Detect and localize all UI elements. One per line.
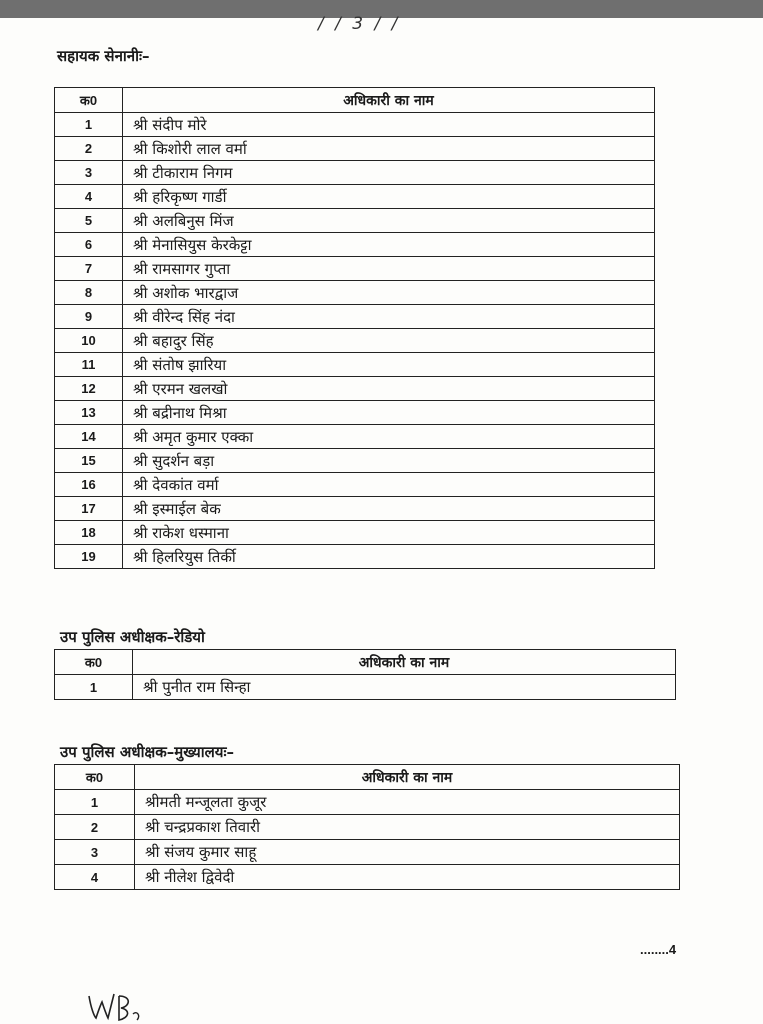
- officer-name: श्री संतोष झारिया: [123, 353, 655, 377]
- table-assistant-commandant: [54, 87, 655, 569]
- serial-number: 13: [55, 401, 123, 425]
- table-row: [55, 113, 655, 137]
- officer-name: श्री अमृत कुमार एक्का: [123, 425, 655, 449]
- officer-name: श्री रामसागर गुप्ता: [123, 257, 655, 281]
- officer-name: श्री राकेश धस्माना: [123, 521, 655, 545]
- table-row: [55, 233, 655, 257]
- serial-number: 15: [55, 449, 123, 473]
- table-row: [55, 257, 655, 281]
- table-dsp-headquarters: [54, 764, 680, 890]
- serial-number: 16: [55, 473, 123, 497]
- serial-number: 1: [55, 675, 133, 700]
- serial-number: 9: [55, 305, 123, 329]
- table-header-row: [55, 88, 655, 113]
- officer-name: श्री हरिकृष्ण गार्डी: [123, 185, 655, 209]
- serial-number: 10: [55, 329, 123, 353]
- officer-name: श्री टीकाराम निगम: [123, 161, 655, 185]
- serial-number: 17: [55, 497, 123, 521]
- officer-name: श्री वीरेन्द सिंह नंदा: [123, 305, 655, 329]
- officer-name: श्री बद्रीनाथ मिश्रा: [123, 401, 655, 425]
- officer-name: श्रीमती मन्जूलता कुजूर: [135, 790, 680, 815]
- serial-number: 4: [55, 185, 123, 209]
- serial-number: 1: [55, 113, 123, 137]
- officer-name: श्री किशोरी लाल वर्मा: [123, 137, 655, 161]
- header-serial: क0: [55, 88, 123, 113]
- table-row: [55, 305, 655, 329]
- table-header-row: [55, 765, 680, 790]
- table-row: [55, 353, 655, 377]
- table-row: [55, 865, 680, 890]
- table-row: [55, 840, 680, 865]
- page-number: / / 3 / /: [318, 14, 401, 34]
- table-row: [55, 545, 655, 569]
- table-row: [55, 675, 676, 700]
- serial-number: 19: [55, 545, 123, 569]
- officer-name: श्री हिलरियुस तिर्की: [123, 545, 655, 569]
- table-row: [55, 425, 655, 449]
- section-title-assistant-commandant: सहायक सेनानीः–: [57, 47, 150, 65]
- serial-number: 14: [55, 425, 123, 449]
- table-body: [55, 675, 676, 700]
- serial-number: 1: [55, 790, 135, 815]
- table-row: [55, 209, 655, 233]
- officer-name: श्री संजय कुमार साहू: [135, 840, 680, 865]
- table-row: [55, 401, 655, 425]
- table-row: [55, 377, 655, 401]
- officer-name: श्री एरमन खलखो: [123, 377, 655, 401]
- table-row: [55, 497, 655, 521]
- officer-name: श्री अशोक भारद्वाज: [123, 281, 655, 305]
- serial-number: 8: [55, 281, 123, 305]
- header-officer-name: अधिकारी का नाम: [135, 765, 680, 790]
- serial-number: 4: [55, 865, 135, 890]
- serial-number: 5: [55, 209, 123, 233]
- officer-name: श्री बहादुर सिंह: [123, 329, 655, 353]
- header-serial: क0: [55, 765, 135, 790]
- handwritten-signature: [85, 990, 155, 1024]
- serial-number: 3: [55, 161, 123, 185]
- serial-number: 12: [55, 377, 123, 401]
- officer-name: श्री सुदर्शन बड़ा: [123, 449, 655, 473]
- serial-number: 2: [55, 815, 135, 840]
- header-serial: क0: [55, 650, 133, 675]
- table-header-row: [55, 650, 676, 675]
- serial-number: 3: [55, 840, 135, 865]
- serial-number: 6: [55, 233, 123, 257]
- table-row: [55, 815, 680, 840]
- officer-name: श्री नीलेश द्विवेदी: [135, 865, 680, 890]
- table-row: [55, 137, 655, 161]
- section-title-dsp-radio: उप पुलिस अधीक्षक–रेडियो: [60, 628, 205, 646]
- table-row: [55, 185, 655, 209]
- serial-number: 18: [55, 521, 123, 545]
- continued-page-ref: ........4: [640, 942, 677, 957]
- serial-number: 2: [55, 137, 123, 161]
- header-officer-name: अधिकारी का नाम: [133, 650, 676, 675]
- table-row: [55, 281, 655, 305]
- table-row: [55, 449, 655, 473]
- officer-name: श्री मेनासियुस केरकेट्टा: [123, 233, 655, 257]
- officer-name: श्री इस्माईल बेक: [123, 497, 655, 521]
- table-row: [55, 161, 655, 185]
- table-row: [55, 473, 655, 497]
- header-officer-name: अधिकारी का नाम: [123, 88, 655, 113]
- table-body: [55, 113, 655, 569]
- table-row: [55, 329, 655, 353]
- serial-number: 11: [55, 353, 123, 377]
- table-body: [55, 790, 680, 890]
- officer-name: श्री अलबिनुस मिंज: [123, 209, 655, 233]
- table-row: [55, 521, 655, 545]
- officer-name: श्री चन्द्रप्रकाश तिवारी: [135, 815, 680, 840]
- section-title-dsp-headquarters: उप पुलिस अधीक्षक–मुख्यालयः–: [60, 743, 234, 761]
- table-dsp-radio: [54, 649, 676, 700]
- officer-name: श्री देवकांत वर्मा: [123, 473, 655, 497]
- officer-name: श्री संदीप मोरे: [123, 113, 655, 137]
- serial-number: 7: [55, 257, 123, 281]
- table-row: [55, 790, 680, 815]
- officer-name: श्री पुनीत राम सिन्हा: [133, 675, 676, 700]
